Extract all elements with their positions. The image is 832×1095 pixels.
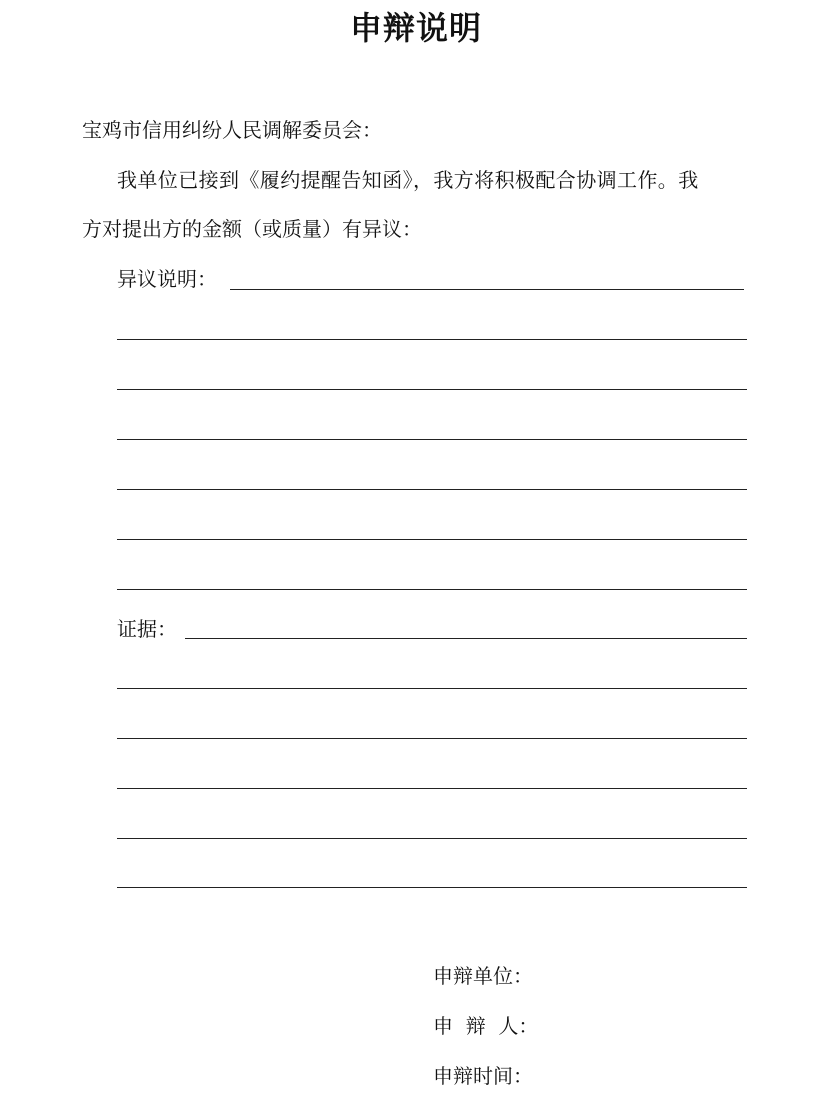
objection-line-1[interactable] [230, 289, 744, 290]
document-title: 申辩说明 [349, 9, 482, 47]
objection-line-2[interactable] [117, 339, 747, 340]
evidence-label: 证据： [117, 617, 177, 641]
signature-date-label: 申辩时间： [433, 1064, 533, 1088]
evidence-line-1[interactable] [185, 638, 747, 639]
objection-label: 异议说明： [117, 267, 217, 291]
objection-line-5[interactable] [117, 489, 747, 490]
evidence-line-3[interactable] [117, 738, 747, 739]
addressee: 宝鸡市信用纠纷人民调解委员会： [82, 118, 382, 142]
evidence-line-4[interactable] [117, 788, 747, 789]
body-line-2: 方对提出方的金额（或质量）有异议： [82, 217, 422, 241]
evidence-line-6[interactable] [117, 887, 747, 888]
signature-unit-label: 申辩单位： [433, 964, 533, 988]
objection-line-4[interactable] [117, 439, 747, 440]
objection-line-6[interactable] [117, 539, 747, 540]
objection-line-3[interactable] [117, 389, 747, 390]
body-line-1: 我单位已接到《履约提醒告知函》，我方将积极配合协调工作。我 [117, 168, 699, 192]
objection-line-7[interactable] [117, 589, 747, 590]
evidence-line-2[interactable] [117, 688, 747, 689]
evidence-line-5[interactable] [117, 838, 747, 839]
signature-person-label: 申 辩 人： [433, 1014, 539, 1038]
